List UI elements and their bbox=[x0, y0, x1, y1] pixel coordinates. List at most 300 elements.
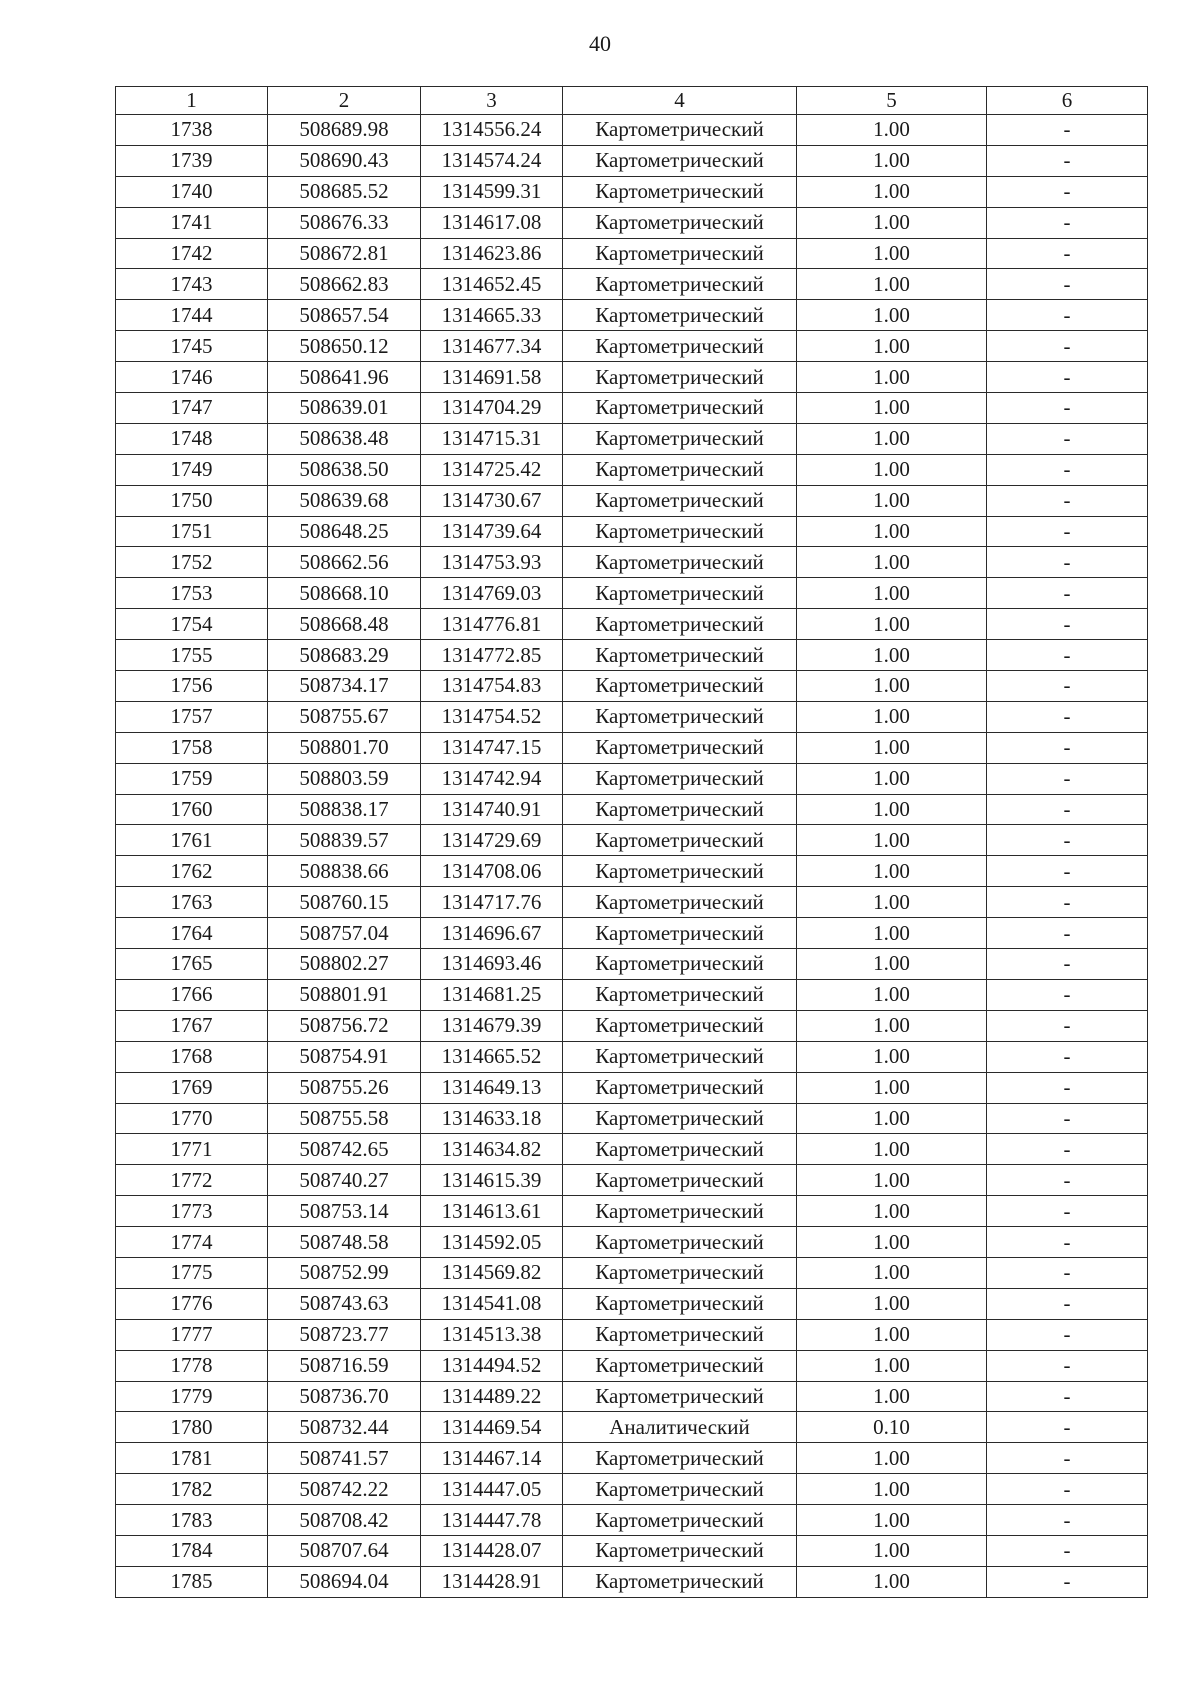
y-coordinate-cell: 1314725.42 bbox=[421, 454, 563, 485]
point-number-cell: 1752 bbox=[116, 547, 268, 578]
point-number-cell: 1767 bbox=[116, 1010, 268, 1041]
coordinates-table bbox=[115, 86, 1148, 1598]
note-cell: - bbox=[987, 1288, 1148, 1319]
y-coordinate-cell: 1314633.18 bbox=[421, 1103, 563, 1134]
table-row bbox=[116, 918, 1148, 949]
method-cell: Картометрический bbox=[563, 1134, 797, 1165]
method-cell: Картометрический bbox=[563, 1443, 797, 1474]
accuracy-cell: 1.00 bbox=[797, 423, 987, 454]
y-coordinate-cell: 1314677.34 bbox=[421, 331, 563, 362]
method-cell: Картометрический bbox=[563, 794, 797, 825]
method-cell: Картометрический bbox=[563, 1535, 797, 1566]
accuracy-cell: 1.00 bbox=[797, 1319, 987, 1350]
point-number-cell: 1743 bbox=[116, 269, 268, 300]
method-cell: Картометрический bbox=[563, 1350, 797, 1381]
table-row bbox=[116, 1535, 1148, 1566]
method-cell: Картометрический bbox=[563, 423, 797, 454]
point-number-cell: 1776 bbox=[116, 1288, 268, 1319]
table-row bbox=[116, 207, 1148, 238]
table-row bbox=[116, 949, 1148, 980]
accuracy-cell: 1.00 bbox=[797, 1381, 987, 1412]
y-coordinate-cell: 1314753.93 bbox=[421, 547, 563, 578]
x-coordinate-cell: 508839.57 bbox=[268, 825, 421, 856]
table-row bbox=[116, 1257, 1148, 1288]
table-row bbox=[116, 547, 1148, 578]
method-cell: Картометрический bbox=[563, 176, 797, 207]
note-cell: - bbox=[987, 454, 1148, 485]
table-row bbox=[116, 701, 1148, 732]
accuracy-cell: 1.00 bbox=[797, 516, 987, 547]
table-row bbox=[116, 578, 1148, 609]
table-row bbox=[116, 238, 1148, 269]
x-coordinate-cell: 508662.56 bbox=[268, 547, 421, 578]
y-coordinate-cell: 1314704.29 bbox=[421, 393, 563, 424]
x-coordinate-cell: 508694.04 bbox=[268, 1566, 421, 1597]
column-header: 2 bbox=[268, 87, 421, 115]
method-cell: Картометрический bbox=[563, 671, 797, 702]
point-number-cell: 1750 bbox=[116, 485, 268, 516]
y-coordinate-cell: 1314574.24 bbox=[421, 145, 563, 176]
note-cell: - bbox=[987, 1010, 1148, 1041]
accuracy-cell: 1.00 bbox=[797, 1443, 987, 1474]
point-number-cell: 1777 bbox=[116, 1319, 268, 1350]
x-coordinate-cell: 508668.48 bbox=[268, 609, 421, 640]
y-coordinate-cell: 1314740.91 bbox=[421, 794, 563, 825]
note-cell: - bbox=[987, 1165, 1148, 1196]
point-number-cell: 1751 bbox=[116, 516, 268, 547]
point-number-cell: 1759 bbox=[116, 763, 268, 794]
table-row bbox=[116, 393, 1148, 424]
x-coordinate-cell: 508757.04 bbox=[268, 918, 421, 949]
note-cell: - bbox=[987, 1072, 1148, 1103]
x-coordinate-cell: 508838.66 bbox=[268, 856, 421, 887]
table-row bbox=[116, 825, 1148, 856]
accuracy-cell: 1.00 bbox=[797, 362, 987, 393]
table-row bbox=[116, 423, 1148, 454]
point-number-cell: 1749 bbox=[116, 454, 268, 485]
table-row bbox=[116, 1227, 1148, 1258]
page-number: 40 bbox=[589, 31, 611, 56]
method-cell: Картометрический bbox=[563, 640, 797, 671]
note-cell: - bbox=[987, 1196, 1148, 1227]
table-body bbox=[116, 115, 1148, 1598]
accuracy-cell: 1.00 bbox=[797, 732, 987, 763]
method-cell: Картометрический bbox=[563, 1319, 797, 1350]
method-cell: Картометрический bbox=[563, 1103, 797, 1134]
point-number-cell: 1773 bbox=[116, 1196, 268, 1227]
point-number-cell: 1785 bbox=[116, 1566, 268, 1597]
method-cell: Картометрический bbox=[563, 207, 797, 238]
accuracy-cell: 1.00 bbox=[797, 640, 987, 671]
accuracy-cell: 1.00 bbox=[797, 331, 987, 362]
y-coordinate-cell: 1314428.91 bbox=[421, 1566, 563, 1597]
point-number-cell: 1782 bbox=[116, 1474, 268, 1505]
y-coordinate-cell: 1314623.86 bbox=[421, 238, 563, 269]
y-coordinate-cell: 1314739.64 bbox=[421, 516, 563, 547]
x-coordinate-cell: 508638.48 bbox=[268, 423, 421, 454]
x-coordinate-cell: 508736.70 bbox=[268, 1381, 421, 1412]
note-cell: - bbox=[987, 485, 1148, 516]
accuracy-cell: 1.00 bbox=[797, 1196, 987, 1227]
y-coordinate-cell: 1314541.08 bbox=[421, 1288, 563, 1319]
method-cell: Картометрический bbox=[563, 1566, 797, 1597]
accuracy-cell: 1.00 bbox=[797, 856, 987, 887]
method-cell: Картометрический bbox=[563, 979, 797, 1010]
method-cell: Картометрический bbox=[563, 763, 797, 794]
note-cell: - bbox=[987, 1566, 1148, 1597]
table-row bbox=[116, 1381, 1148, 1412]
table-row bbox=[116, 145, 1148, 176]
y-coordinate-cell: 1314513.38 bbox=[421, 1319, 563, 1350]
method-cell: Картометрический bbox=[563, 1010, 797, 1041]
method-cell: Картометрический bbox=[563, 1165, 797, 1196]
point-number-cell: 1780 bbox=[116, 1412, 268, 1443]
accuracy-cell: 1.00 bbox=[797, 1257, 987, 1288]
point-number-cell: 1746 bbox=[116, 362, 268, 393]
x-coordinate-cell: 508838.17 bbox=[268, 794, 421, 825]
table-row bbox=[116, 1319, 1148, 1350]
y-coordinate-cell: 1314613.61 bbox=[421, 1196, 563, 1227]
x-coordinate-cell: 508742.22 bbox=[268, 1474, 421, 1505]
method-cell: Картометрический bbox=[563, 454, 797, 485]
y-coordinate-cell: 1314617.08 bbox=[421, 207, 563, 238]
column-header: 3 bbox=[421, 87, 563, 115]
table-row bbox=[116, 1072, 1148, 1103]
y-coordinate-cell: 1314729.69 bbox=[421, 825, 563, 856]
accuracy-cell: 1.00 bbox=[797, 763, 987, 794]
point-number-cell: 1764 bbox=[116, 918, 268, 949]
x-coordinate-cell: 508760.15 bbox=[268, 887, 421, 918]
point-number-cell: 1761 bbox=[116, 825, 268, 856]
y-coordinate-cell: 1314693.46 bbox=[421, 949, 563, 980]
y-coordinate-cell: 1314569.82 bbox=[421, 1257, 563, 1288]
point-number-cell: 1772 bbox=[116, 1165, 268, 1196]
x-coordinate-cell: 508755.67 bbox=[268, 701, 421, 732]
x-coordinate-cell: 508755.58 bbox=[268, 1103, 421, 1134]
point-number-cell: 1771 bbox=[116, 1134, 268, 1165]
note-cell: - bbox=[987, 238, 1148, 269]
accuracy-cell: 1.00 bbox=[797, 1227, 987, 1258]
table-row bbox=[116, 1474, 1148, 1505]
table-header bbox=[116, 87, 1148, 115]
method-cell: Картометрический bbox=[563, 609, 797, 640]
point-number-cell: 1784 bbox=[116, 1535, 268, 1566]
point-number-cell: 1753 bbox=[116, 578, 268, 609]
y-coordinate-cell: 1314754.83 bbox=[421, 671, 563, 702]
method-cell: Картометрический bbox=[563, 701, 797, 732]
accuracy-cell: 1.00 bbox=[797, 145, 987, 176]
table-row bbox=[116, 516, 1148, 547]
accuracy-cell: 1.00 bbox=[797, 794, 987, 825]
y-coordinate-cell: 1314649.13 bbox=[421, 1072, 563, 1103]
point-number-cell: 1738 bbox=[116, 115, 268, 146]
accuracy-cell: 1.00 bbox=[797, 1072, 987, 1103]
point-number-cell: 1768 bbox=[116, 1041, 268, 1072]
note-cell: - bbox=[987, 176, 1148, 207]
column-header: 4 bbox=[563, 87, 797, 115]
y-coordinate-cell: 1314776.81 bbox=[421, 609, 563, 640]
point-number-cell: 1778 bbox=[116, 1350, 268, 1381]
note-cell: - bbox=[987, 1227, 1148, 1258]
note-cell: - bbox=[987, 207, 1148, 238]
table-row bbox=[116, 1103, 1148, 1134]
table-row bbox=[116, 1566, 1148, 1597]
method-cell: Картометрический bbox=[563, 393, 797, 424]
note-cell: - bbox=[987, 1443, 1148, 1474]
note-cell: - bbox=[987, 300, 1148, 331]
point-number-cell: 1742 bbox=[116, 238, 268, 269]
y-coordinate-cell: 1314772.85 bbox=[421, 640, 563, 671]
note-cell: - bbox=[987, 331, 1148, 362]
point-number-cell: 1775 bbox=[116, 1257, 268, 1288]
y-coordinate-cell: 1314428.07 bbox=[421, 1535, 563, 1566]
point-number-cell: 1769 bbox=[116, 1072, 268, 1103]
point-number-cell: 1783 bbox=[116, 1505, 268, 1536]
x-coordinate-cell: 508639.01 bbox=[268, 393, 421, 424]
accuracy-cell: 1.00 bbox=[797, 1041, 987, 1072]
x-coordinate-cell: 508708.42 bbox=[268, 1505, 421, 1536]
x-coordinate-cell: 508672.81 bbox=[268, 238, 421, 269]
y-coordinate-cell: 1314679.39 bbox=[421, 1010, 563, 1041]
note-cell: - bbox=[987, 423, 1148, 454]
note-cell: - bbox=[987, 918, 1148, 949]
table-row bbox=[116, 640, 1148, 671]
point-number-cell: 1755 bbox=[116, 640, 268, 671]
table-row bbox=[116, 732, 1148, 763]
point-number-cell: 1770 bbox=[116, 1103, 268, 1134]
method-cell: Картометрический bbox=[563, 1196, 797, 1227]
accuracy-cell: 1.00 bbox=[797, 1103, 987, 1134]
accuracy-cell: 1.00 bbox=[797, 979, 987, 1010]
accuracy-cell: 1.00 bbox=[797, 1505, 987, 1536]
x-coordinate-cell: 508734.17 bbox=[268, 671, 421, 702]
accuracy-cell: 1.00 bbox=[797, 1134, 987, 1165]
accuracy-cell: 1.00 bbox=[797, 115, 987, 146]
method-cell: Картометрический bbox=[563, 485, 797, 516]
y-coordinate-cell: 1314717.76 bbox=[421, 887, 563, 918]
y-coordinate-cell: 1314681.25 bbox=[421, 979, 563, 1010]
point-number-cell: 1760 bbox=[116, 794, 268, 825]
table-row bbox=[116, 979, 1148, 1010]
x-coordinate-cell: 508648.25 bbox=[268, 516, 421, 547]
method-cell: Картометрический bbox=[563, 145, 797, 176]
method-cell: Картометрический bbox=[563, 238, 797, 269]
x-coordinate-cell: 508683.29 bbox=[268, 640, 421, 671]
accuracy-cell: 1.00 bbox=[797, 176, 987, 207]
point-number-cell: 1740 bbox=[116, 176, 268, 207]
y-coordinate-cell: 1314730.67 bbox=[421, 485, 563, 516]
y-coordinate-cell: 1314747.15 bbox=[421, 732, 563, 763]
note-cell: - bbox=[987, 887, 1148, 918]
x-coordinate-cell: 508690.43 bbox=[268, 145, 421, 176]
note-cell: - bbox=[987, 701, 1148, 732]
accuracy-cell: 1.00 bbox=[797, 609, 987, 640]
method-cell: Картометрический bbox=[563, 1257, 797, 1288]
point-number-cell: 1766 bbox=[116, 979, 268, 1010]
method-cell: Картометрический bbox=[563, 887, 797, 918]
table-row bbox=[116, 1010, 1148, 1041]
point-number-cell: 1757 bbox=[116, 701, 268, 732]
y-coordinate-cell: 1314494.52 bbox=[421, 1350, 563, 1381]
x-coordinate-cell: 508743.63 bbox=[268, 1288, 421, 1319]
table-row bbox=[116, 485, 1148, 516]
x-coordinate-cell: 508752.99 bbox=[268, 1257, 421, 1288]
x-coordinate-cell: 508742.65 bbox=[268, 1134, 421, 1165]
point-number-cell: 1762 bbox=[116, 856, 268, 887]
method-cell: Картометрический bbox=[563, 732, 797, 763]
note-cell: - bbox=[987, 1505, 1148, 1536]
note-cell: - bbox=[987, 671, 1148, 702]
accuracy-cell: 1.00 bbox=[797, 547, 987, 578]
note-cell: - bbox=[987, 362, 1148, 393]
table-row bbox=[116, 454, 1148, 485]
x-coordinate-cell: 508641.96 bbox=[268, 362, 421, 393]
note-cell: - bbox=[987, 979, 1148, 1010]
method-cell: Картометрический bbox=[563, 547, 797, 578]
method-cell: Картометрический bbox=[563, 1227, 797, 1258]
note-cell: - bbox=[987, 640, 1148, 671]
y-coordinate-cell: 1314715.31 bbox=[421, 423, 563, 454]
y-coordinate-cell: 1314754.52 bbox=[421, 701, 563, 732]
method-cell: Картометрический bbox=[563, 1041, 797, 1072]
accuracy-cell: 1.00 bbox=[797, 393, 987, 424]
method-cell: Картометрический bbox=[563, 300, 797, 331]
accuracy-cell: 1.00 bbox=[797, 300, 987, 331]
table-row bbox=[116, 1288, 1148, 1319]
y-coordinate-cell: 1314447.05 bbox=[421, 1474, 563, 1505]
point-number-cell: 1765 bbox=[116, 949, 268, 980]
note-cell: - bbox=[987, 1319, 1148, 1350]
y-coordinate-cell: 1314634.82 bbox=[421, 1134, 563, 1165]
accuracy-cell: 1.00 bbox=[797, 578, 987, 609]
x-coordinate-cell: 508801.91 bbox=[268, 979, 421, 1010]
accuracy-cell: 1.00 bbox=[797, 887, 987, 918]
point-number-cell: 1754 bbox=[116, 609, 268, 640]
y-coordinate-cell: 1314467.14 bbox=[421, 1443, 563, 1474]
accuracy-cell: 1.00 bbox=[797, 1288, 987, 1319]
table-row bbox=[116, 1134, 1148, 1165]
x-coordinate-cell: 508676.33 bbox=[268, 207, 421, 238]
table-row bbox=[116, 331, 1148, 362]
accuracy-cell: 1.00 bbox=[797, 1535, 987, 1566]
note-cell: - bbox=[987, 269, 1148, 300]
note-cell: - bbox=[987, 825, 1148, 856]
note-cell: - bbox=[987, 1134, 1148, 1165]
x-coordinate-cell: 508662.83 bbox=[268, 269, 421, 300]
method-cell: Картометрический bbox=[563, 918, 797, 949]
y-coordinate-cell: 1314599.31 bbox=[421, 176, 563, 207]
y-coordinate-cell: 1314556.24 bbox=[421, 115, 563, 146]
x-coordinate-cell: 508753.14 bbox=[268, 1196, 421, 1227]
point-number-cell: 1748 bbox=[116, 423, 268, 454]
table-row bbox=[116, 269, 1148, 300]
x-coordinate-cell: 508755.26 bbox=[268, 1072, 421, 1103]
table-row bbox=[116, 362, 1148, 393]
x-coordinate-cell: 508657.54 bbox=[268, 300, 421, 331]
y-coordinate-cell: 1314708.06 bbox=[421, 856, 563, 887]
x-coordinate-cell: 508668.10 bbox=[268, 578, 421, 609]
note-cell: - bbox=[987, 609, 1148, 640]
note-cell: - bbox=[987, 1381, 1148, 1412]
y-coordinate-cell: 1314691.58 bbox=[421, 362, 563, 393]
table-row bbox=[116, 794, 1148, 825]
accuracy-cell: 1.00 bbox=[797, 1010, 987, 1041]
point-number-cell: 1763 bbox=[116, 887, 268, 918]
method-cell: Картометрический bbox=[563, 1072, 797, 1103]
x-coordinate-cell: 508689.98 bbox=[268, 115, 421, 146]
x-coordinate-cell: 508740.27 bbox=[268, 1165, 421, 1196]
note-cell: - bbox=[987, 145, 1148, 176]
method-cell: Картометрический bbox=[563, 949, 797, 980]
method-cell: Картометрический bbox=[563, 1288, 797, 1319]
accuracy-cell: 1.00 bbox=[797, 701, 987, 732]
y-coordinate-cell: 1314696.67 bbox=[421, 918, 563, 949]
table-row bbox=[116, 1041, 1148, 1072]
y-coordinate-cell: 1314447.78 bbox=[421, 1505, 563, 1536]
accuracy-cell: 1.00 bbox=[797, 1566, 987, 1597]
y-coordinate-cell: 1314592.05 bbox=[421, 1227, 563, 1258]
accuracy-cell: 1.00 bbox=[797, 1350, 987, 1381]
x-coordinate-cell: 508638.50 bbox=[268, 454, 421, 485]
x-coordinate-cell: 508756.72 bbox=[268, 1010, 421, 1041]
method-cell: Картометрический bbox=[563, 115, 797, 146]
x-coordinate-cell: 508741.57 bbox=[268, 1443, 421, 1474]
method-cell: Картометрический bbox=[563, 578, 797, 609]
note-cell: - bbox=[987, 856, 1148, 887]
note-cell: - bbox=[987, 794, 1148, 825]
table-row bbox=[116, 609, 1148, 640]
header-row bbox=[116, 87, 1148, 115]
method-cell: Картометрический bbox=[563, 1505, 797, 1536]
table-row bbox=[116, 856, 1148, 887]
method-cell: Картометрический bbox=[563, 1474, 797, 1505]
accuracy-cell: 1.00 bbox=[797, 454, 987, 485]
x-coordinate-cell: 508707.64 bbox=[268, 1535, 421, 1566]
table-row bbox=[116, 176, 1148, 207]
accuracy-cell: 1.00 bbox=[797, 918, 987, 949]
note-cell: - bbox=[987, 763, 1148, 794]
x-coordinate-cell: 508650.12 bbox=[268, 331, 421, 362]
note-cell: - bbox=[987, 393, 1148, 424]
method-cell: Картометрический bbox=[563, 1381, 797, 1412]
y-coordinate-cell: 1314742.94 bbox=[421, 763, 563, 794]
point-number-cell: 1745 bbox=[116, 331, 268, 362]
point-number-cell: 1758 bbox=[116, 732, 268, 763]
note-cell: - bbox=[987, 578, 1148, 609]
note-cell: - bbox=[987, 1041, 1148, 1072]
y-coordinate-cell: 1314615.39 bbox=[421, 1165, 563, 1196]
point-number-cell: 1779 bbox=[116, 1381, 268, 1412]
x-coordinate-cell: 508732.44 bbox=[268, 1412, 421, 1443]
y-coordinate-cell: 1314469.54 bbox=[421, 1412, 563, 1443]
table-row bbox=[116, 1505, 1148, 1536]
point-number-cell: 1756 bbox=[116, 671, 268, 702]
point-number-cell: 1741 bbox=[116, 207, 268, 238]
method-cell: Картометрический bbox=[563, 825, 797, 856]
x-coordinate-cell: 508802.27 bbox=[268, 949, 421, 980]
note-cell: - bbox=[987, 1257, 1148, 1288]
point-number-cell: 1744 bbox=[116, 300, 268, 331]
point-number-cell: 1739 bbox=[116, 145, 268, 176]
y-coordinate-cell: 1314769.03 bbox=[421, 578, 563, 609]
method-cell: Картометрический bbox=[563, 856, 797, 887]
table-row bbox=[116, 887, 1148, 918]
accuracy-cell: 1.00 bbox=[797, 238, 987, 269]
method-cell: Картометрический bbox=[563, 331, 797, 362]
table-row bbox=[116, 1350, 1148, 1381]
accuracy-cell: 1.00 bbox=[797, 269, 987, 300]
method-cell: Аналитический bbox=[563, 1412, 797, 1443]
